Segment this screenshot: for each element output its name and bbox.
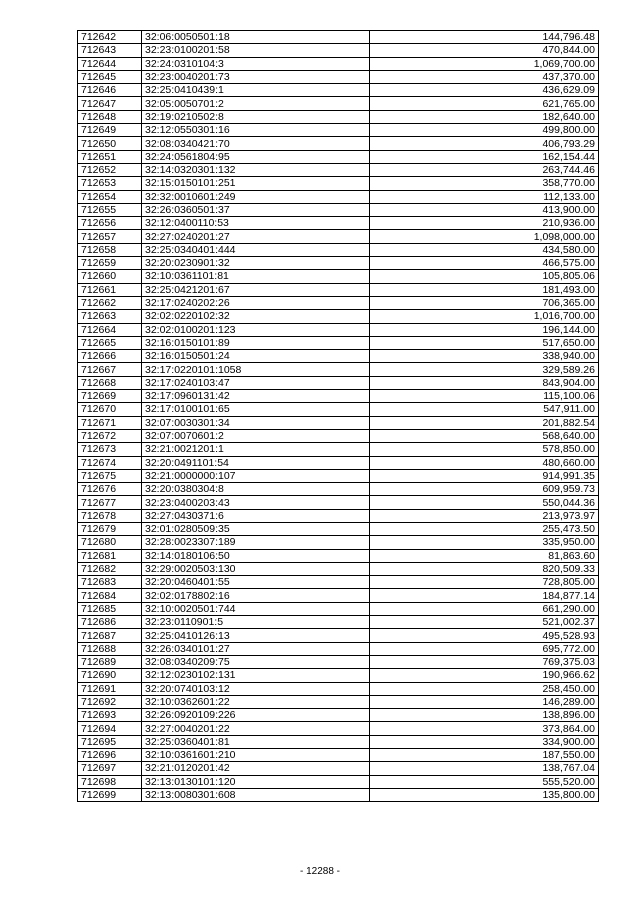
table-row [78,230,599,243]
row-id-cell: 712655 [78,203,142,216]
amount-cell: 695,772.00 [370,642,599,655]
table-row [78,310,599,323]
amount-cell: 728,805.00 [370,576,599,589]
row-id-cell: 712647 [78,97,142,110]
amount-cell: 373,864.00 [370,722,599,735]
amount-cell: 146,289.00 [370,695,599,708]
table-row [78,44,599,57]
row-id-cell: 712682 [78,562,142,575]
cadastral-number-cell: 32:02:0220102:32 [142,310,370,323]
row-id-cell: 712657 [78,230,142,243]
table-row [78,124,599,137]
cadastral-number-cell: 32:20:0380304:8 [142,483,370,496]
cadastral-number-cell: 32:20:0740103:12 [142,682,370,695]
amount-cell: 517,650.00 [370,336,599,349]
table-row [78,217,599,230]
cadastral-number-cell: 32:17:0220101:1058 [142,363,370,376]
table-row [78,669,599,682]
row-id-cell: 712691 [78,682,142,695]
cadastral-number-cell: 32:26:0360501:37 [142,203,370,216]
row-id-cell: 712684 [78,589,142,602]
amount-cell: 413,900.00 [370,203,599,216]
table-row [78,695,599,708]
amount-cell: 466,575.00 [370,257,599,270]
amount-cell: 181,493.00 [370,283,599,296]
cadastral-number-cell: 32:17:0100101:65 [142,403,370,416]
row-id-cell: 712674 [78,456,142,469]
amount-cell: 138,767.04 [370,762,599,775]
row-id-cell: 712688 [78,642,142,655]
cadastral-number-cell: 32:14:0320301:132 [142,163,370,176]
cadastral-number-cell: 32:28:0023307:189 [142,536,370,549]
cadastral-number-cell: 32:05:0050701:2 [142,97,370,110]
cadastral-number-cell: 32:13:0080301:608 [142,788,370,801]
row-id-cell: 712642 [78,31,142,44]
amount-cell: 258,450.00 [370,682,599,695]
table-row [78,296,599,309]
row-id-cell: 712686 [78,616,142,629]
cadastral-number-cell: 32:25:0410126:13 [142,629,370,642]
amount-cell: 609,959.73 [370,483,599,496]
table-row [78,762,599,775]
table-row [78,376,599,389]
row-id-cell: 712699 [78,788,142,801]
table-row [78,562,599,575]
amount-cell: 578,850.00 [370,443,599,456]
table-row [78,443,599,456]
table-row [78,456,599,469]
cadastral-number-cell: 32:07:0030301:34 [142,416,370,429]
row-id-cell: 712690 [78,669,142,682]
row-id-cell: 712692 [78,695,142,708]
cadastral-number-cell: 32:02:0178802:16 [142,589,370,602]
row-id-cell: 712666 [78,350,142,363]
amount-cell: 470,844.00 [370,44,599,57]
row-id-cell: 712678 [78,509,142,522]
amount-cell: 843,904.00 [370,376,599,389]
row-id-cell: 712649 [78,124,142,137]
cadastral-number-cell: 32:15:0150101:251 [142,177,370,190]
table-row [78,429,599,442]
amount-cell: 201,882.54 [370,416,599,429]
amount-cell: 434,580.00 [370,243,599,256]
cadastral-number-cell: 32:27:0240201:27 [142,230,370,243]
table-row [78,509,599,522]
table-row [78,775,599,788]
cadastral-number-cell: 32:08:0340209:75 [142,655,370,668]
row-id-cell: 712685 [78,602,142,615]
table-row [78,483,599,496]
cadastral-number-cell: 32:12:0400110:53 [142,217,370,230]
amount-cell: 187,550.00 [370,749,599,762]
cadastral-number-cell: 32:32:0010601:249 [142,190,370,203]
cadastral-number-cell: 32:24:0310104:3 [142,57,370,70]
cadastral-number-cell: 32:17:0960131:42 [142,390,370,403]
cadastral-number-cell: 32:07:0070601:2 [142,429,370,442]
amount-cell: 358,770.00 [370,177,599,190]
row-id-cell: 712673 [78,443,142,456]
table-row [78,283,599,296]
cadastral-number-cell: 32:12:0550301:16 [142,124,370,137]
amount-cell: 81,863.60 [370,549,599,562]
row-id-cell: 712663 [78,310,142,323]
row-id-cell: 712672 [78,429,142,442]
amount-cell: 550,044.36 [370,496,599,509]
amount-cell: 706,365.00 [370,296,599,309]
row-id-cell: 712661 [78,283,142,296]
row-id-cell: 712698 [78,775,142,788]
row-id-cell: 712660 [78,270,142,283]
amount-cell: 437,370.00 [370,70,599,83]
amount-cell: 182,640.00 [370,110,599,123]
amount-cell: 1,098,000.00 [370,230,599,243]
amount-cell: 210,936.00 [370,217,599,230]
table-row [78,589,599,602]
cadastral-number-cell: 32:13:0130101:120 [142,775,370,788]
amount-cell: 335,950.00 [370,536,599,549]
row-id-cell: 712677 [78,496,142,509]
amount-cell: 568,640.00 [370,429,599,442]
amount-cell: 555,520.00 [370,775,599,788]
row-id-cell: 712689 [78,655,142,668]
table-row [78,57,599,70]
cadastral-number-cell: 32:20:0230901:32 [142,257,370,270]
amount-cell: 196,144.00 [370,323,599,336]
table-row [78,336,599,349]
cadastral-number-cell: 32:23:0100201:58 [142,44,370,57]
table-row [78,576,599,589]
cadastral-number-cell: 32:01:0280509:35 [142,522,370,535]
cadastral-number-cell: 32:25:0360401:81 [142,735,370,748]
table-row [78,97,599,110]
table-row [78,110,599,123]
amount-cell: 213,973.97 [370,509,599,522]
table-row [78,682,599,695]
amount-cell: 263,744.46 [370,163,599,176]
amount-cell: 1,016,700.00 [370,310,599,323]
amount-cell: 769,375.03 [370,655,599,668]
cadastral-number-cell: 32:23:0110901:5 [142,616,370,629]
row-id-cell: 712644 [78,57,142,70]
table-row [78,522,599,535]
row-id-cell: 712665 [78,336,142,349]
cadastral-number-cell: 32:26:0920109:226 [142,709,370,722]
row-id-cell: 712653 [78,177,142,190]
cadastral-number-cell: 32:17:0240103:47 [142,376,370,389]
row-id-cell: 712645 [78,70,142,83]
row-id-cell: 712650 [78,137,142,150]
table-row [78,390,599,403]
cadastral-number-cell: 32:24:0561804:95 [142,150,370,163]
amount-cell: 621,765.00 [370,97,599,110]
table-row [78,416,599,429]
amount-cell: 135,800.00 [370,788,599,801]
row-id-cell: 712693 [78,709,142,722]
cadastral-number-cell: 32:27:0040201:22 [142,722,370,735]
cadastral-number-cell: 32:21:0021201:1 [142,443,370,456]
table-row [78,616,599,629]
table-row [78,323,599,336]
cadastral-number-cell: 32:21:0000000:107 [142,469,370,482]
cadastral-number-cell: 32:20:0491101:54 [142,456,370,469]
amount-cell: 436,629.09 [370,84,599,97]
table-row [78,749,599,762]
row-id-cell: 712683 [78,576,142,589]
cadastral-number-cell: 32:27:0430371:6 [142,509,370,522]
table-row [78,403,599,416]
row-id-cell: 712670 [78,403,142,416]
table-row [78,549,599,562]
row-id-cell: 712671 [78,416,142,429]
amount-cell: 1,069,700.00 [370,57,599,70]
row-id-cell: 712662 [78,296,142,309]
table-row [78,642,599,655]
table-row [78,190,599,203]
cadastral-number-cell: 32:23:0040201:73 [142,70,370,83]
row-id-cell: 712687 [78,629,142,642]
table-row [78,363,599,376]
table-row [78,469,599,482]
table-row [78,496,599,509]
table-row [78,203,599,216]
row-id-cell: 712664 [78,323,142,336]
amount-cell: 521,002.37 [370,616,599,629]
cadastral-number-cell: 32:16:0150501:24 [142,350,370,363]
table-row [78,163,599,176]
table-row [78,735,599,748]
cadastral-number-cell: 32:14:0180106:50 [142,549,370,562]
amount-cell: 499,800.00 [370,124,599,137]
amount-cell: 138,896.00 [370,709,599,722]
row-id-cell: 712648 [78,110,142,123]
cadastral-number-cell: 32:29:0020503:130 [142,562,370,575]
cadastral-number-cell: 32:21:0120201:42 [142,762,370,775]
row-id-cell: 712694 [78,722,142,735]
table-row [78,602,599,615]
cadastral-number-cell: 32:25:0421201:67 [142,283,370,296]
cadastral-number-cell: 32:25:0410439:1 [142,84,370,97]
table-row [78,722,599,735]
amount-cell: 162,154.44 [370,150,599,163]
data-table [77,30,599,802]
amount-cell: 255,473.50 [370,522,599,535]
table-row [78,270,599,283]
table-row [78,257,599,270]
cadastral-number-cell: 32:06:0050501:18 [142,31,370,44]
row-id-cell: 712652 [78,163,142,176]
row-id-cell: 712696 [78,749,142,762]
row-id-cell: 712669 [78,390,142,403]
cadastral-number-cell: 32:20:0460401:55 [142,576,370,589]
table-body [78,31,599,802]
amount-cell: 406,793.29 [370,137,599,150]
row-id-cell: 712643 [78,44,142,57]
cadastral-number-cell: 32:19:0210502:8 [142,110,370,123]
amount-cell: 480,660.00 [370,456,599,469]
cadastral-number-cell: 32:25:0340401:444 [142,243,370,256]
amount-cell: 184,877.14 [370,589,599,602]
row-id-cell: 712659 [78,257,142,270]
row-id-cell: 712680 [78,536,142,549]
table-row [78,243,599,256]
table-row [78,629,599,642]
row-id-cell: 712675 [78,469,142,482]
cadastral-number-cell: 32:10:0362601:22 [142,695,370,708]
cadastral-number-cell: 32:02:0100201:123 [142,323,370,336]
table-row [78,788,599,801]
cadastral-number-cell: 32:08:0340421:70 [142,137,370,150]
amount-cell: 495,528.93 [370,629,599,642]
table-row [78,31,599,44]
amount-cell: 661,290.00 [370,602,599,615]
row-id-cell: 712646 [78,84,142,97]
row-id-cell: 712658 [78,243,142,256]
amount-cell: 820,509.33 [370,562,599,575]
table-row [78,137,599,150]
cadastral-number-cell: 32:12:0230102:131 [142,669,370,682]
row-id-cell: 712676 [78,483,142,496]
table-row [78,350,599,363]
table-row [78,655,599,668]
row-id-cell: 712656 [78,217,142,230]
table-row [78,177,599,190]
amount-cell: 547,911.00 [370,403,599,416]
cadastral-number-cell: 32:10:0361101:81 [142,270,370,283]
row-id-cell: 712697 [78,762,142,775]
table-row [78,150,599,163]
amount-cell: 112,133.00 [370,190,599,203]
cadastral-number-cell: 32:10:0020501:744 [142,602,370,615]
amount-cell: 190,966.62 [370,669,599,682]
cadastral-number-cell: 32:23:0400203:43 [142,496,370,509]
amount-cell: 105,805.06 [370,270,599,283]
amount-cell: 334,900.00 [370,735,599,748]
row-id-cell: 712695 [78,735,142,748]
amount-cell: 115,100.06 [370,390,599,403]
row-id-cell: 712679 [78,522,142,535]
row-id-cell: 712668 [78,376,142,389]
amount-cell: 144,796.48 [370,31,599,44]
amount-cell: 914,991.35 [370,469,599,482]
table-row [78,70,599,83]
row-id-cell: 712651 [78,150,142,163]
row-id-cell: 712667 [78,363,142,376]
cadastral-number-cell: 32:17:0240202:26 [142,296,370,309]
cadastral-number-cell: 32:26:0340101:27 [142,642,370,655]
cadastral-number-cell: 32:16:0150101:89 [142,336,370,349]
amount-cell: 329,589.26 [370,363,599,376]
table-row [78,84,599,97]
page-number: - 12288 - [299,866,341,877]
row-id-cell: 712681 [78,549,142,562]
table-row [78,536,599,549]
table-row [78,709,599,722]
cadastral-number-cell: 32:10:0361601:210 [142,749,370,762]
row-id-cell: 712654 [78,190,142,203]
amount-cell: 338,940.00 [370,350,599,363]
